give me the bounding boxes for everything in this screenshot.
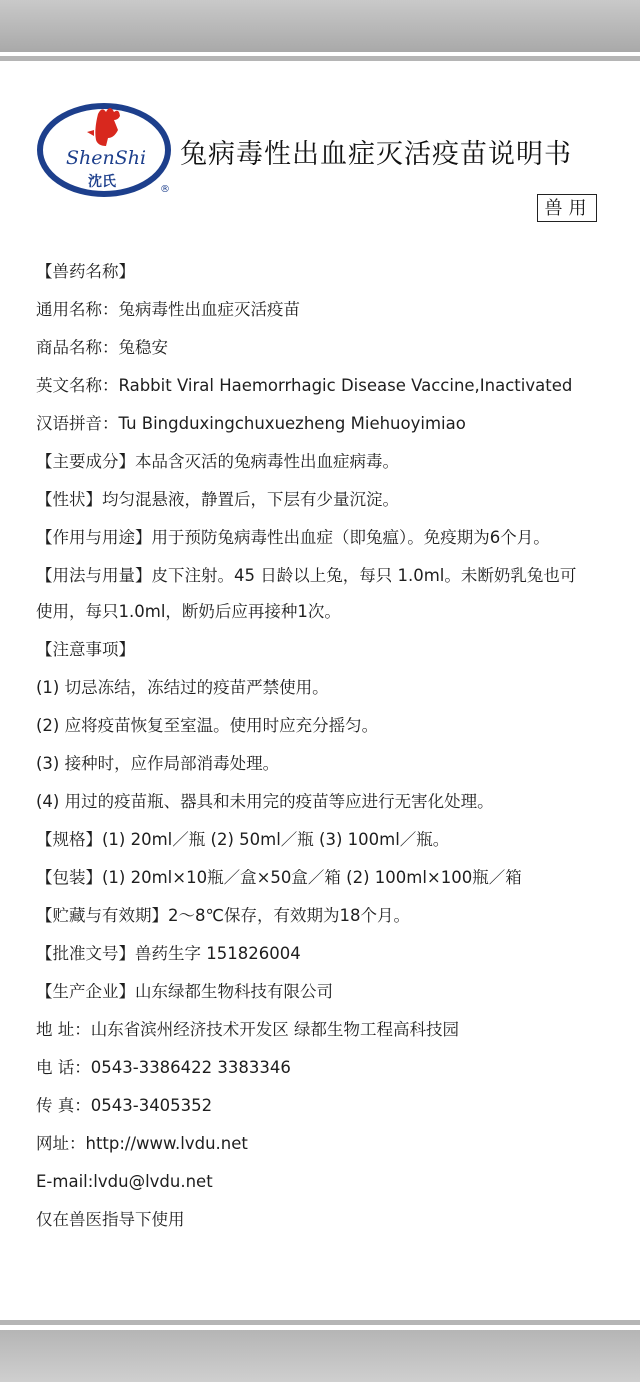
- generic-name: 通用名称：兔病毒性出血症灭活疫苗: [36, 300, 300, 319]
- main-ingredients: 【主要成分】本品含灭活的兔病毒性出血症病毒。: [36, 452, 399, 471]
- telephone: 电 话：0543-3386422 3383346: [36, 1058, 291, 1077]
- document-title: 兔病毒性出血症灭活疫苗说明书: [180, 139, 572, 170]
- dosage-line-1: 【用法与用量】皮下注射。45 日龄以上兔，每只 1.0ml。未断奶乳兔也可: [36, 566, 577, 585]
- section-drug-name-heading: 【兽药名称】: [36, 262, 135, 281]
- specifications: 【规格】(1) 20ml／瓶 (2) 50ml／瓶 (3) 100ml／瓶。: [36, 830, 450, 849]
- top-divider: [0, 56, 640, 61]
- website: 网址：http://www.lvdu.net: [36, 1134, 248, 1153]
- precaution-item: (1) 切忌冻结，冻结过的疫苗严禁使用。: [36, 678, 329, 697]
- brand-chinese: 沈氏: [88, 174, 116, 190]
- veterinary-use-badge: 兽用: [537, 194, 597, 222]
- usage-notice: 仅在兽医指导下使用: [36, 1210, 185, 1229]
- storage-shelf-life: 【贮藏与有效期】2～8℃保存，有效期为18个月。: [36, 906, 411, 925]
- precaution-item: (4) 用过的疫苗瓶、器具和未用完的疫苗等应进行无害化处理。: [36, 792, 494, 811]
- shenshi-logo: [36, 100, 176, 200]
- registered-mark: ®: [160, 184, 170, 195]
- bottom-divider: [0, 1320, 640, 1325]
- trade-name: 商品名称：兔稳安: [36, 338, 168, 357]
- manufacturer: 【生产企业】山东绿都生物科技有限公司: [36, 982, 333, 1001]
- dosage-line-2: 使用，每只1.0ml，断奶后应再接种1次。: [36, 602, 341, 621]
- packaging: 【包装】(1) 20ml×10瓶／盒×50盒／箱 (2) 100ml×100瓶／箱: [36, 868, 522, 887]
- indications: 【作用与用途】用于预防兔病毒性出血症（即兔瘟）。免疫期为6个月。: [36, 528, 550, 547]
- fax: 传 真：0543-3405352: [36, 1096, 213, 1115]
- pinyin-name: 汉语拼音：Tu Bingduxingchuxuezheng Miehuoyimiao: [36, 414, 466, 433]
- top-decorative-bar: [0, 0, 640, 52]
- approval-number: 【批准文号】兽药生字 151826004: [36, 944, 301, 963]
- english-name: 英文名称：Rabbit Viral Haemorrhagic Disease Vaccine,Inactivated: [36, 376, 573, 395]
- brand-script: ShenShi: [66, 147, 147, 169]
- precaution-item: (3) 接种时，应作局部消毒处理。: [36, 754, 280, 773]
- address: 地 址：山东省滨州经济技术开发区 绿都生物工程高科技园: [36, 1020, 459, 1039]
- email: E-mail:lvdu@lvdu.net: [36, 1172, 213, 1191]
- section-precautions-heading: 【注意事项】: [36, 640, 135, 659]
- properties: 【性状】均匀混悬液，静置后，下层有少量沉淀。: [36, 490, 399, 509]
- bottom-decorative-bar: [0, 1330, 640, 1382]
- precaution-item: (2) 应将疫苗恢复至室温。使用时应充分摇匀。: [36, 716, 379, 735]
